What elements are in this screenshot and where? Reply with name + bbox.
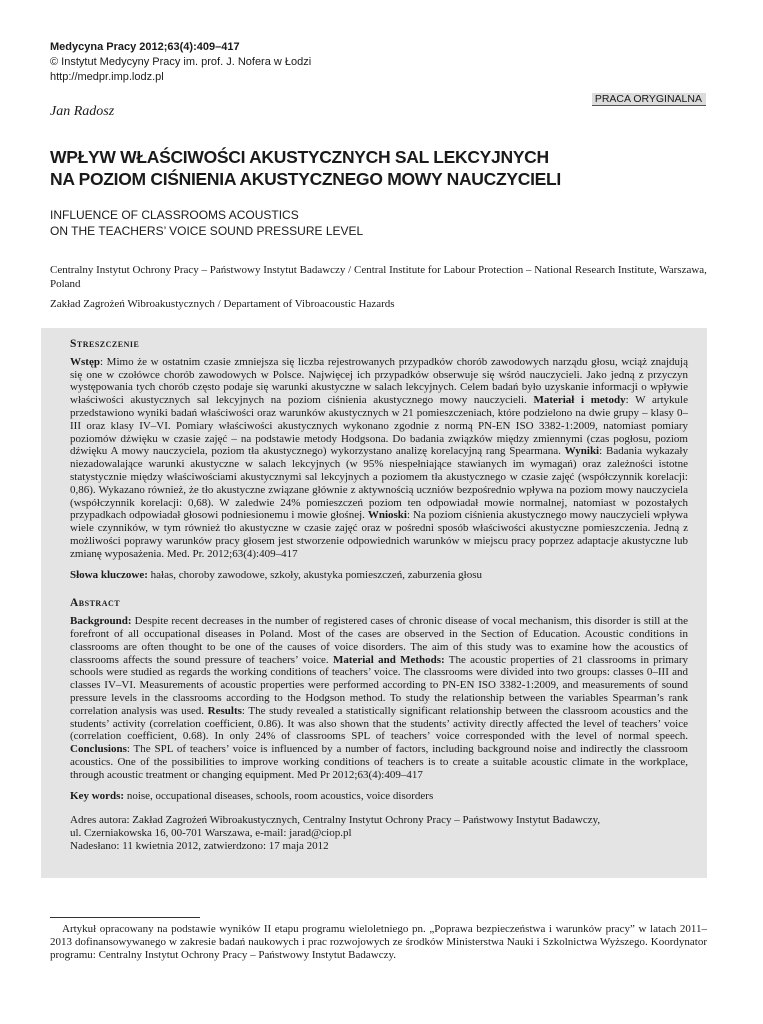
- text-slowa-kluczowe: hałas, choroby zawodowe, szkoły, akustyka pomieszczeń, zaburzenia głosu: [147, 568, 482, 581]
- affiliation-department: Zakład Zagrożeń Wibroakustycznych / Departament of Vibroacoustic Hazards: [50, 298, 395, 310]
- label-slowa-kluczowe: Słowa kluczowe:: [70, 568, 148, 581]
- text-wyniki: : Badania wykazały niezadowalające warunki akustyczne w salach lekcyjnych (w 95% niespełniające stawianych im wymagań) oraz zależności istotne statystycznie między właściwościami akustycznymi sal lekcyjnych a poziomem tła akustycznego w czasie zajęć (współczynnik korelacji: 0,86). Wykazano również, że tło akustyczne związane głównie z aktywnością uczniów bezpośrednio wpływa na poziom mowy nauczyciela (współczynnik korelacji: 0,68). W zaledwie 24% pomieszczeń poziom ten odpowiadał mowie normalnej, natomiast w pozostałych przypadkach odpowiadał głosowi podniesionemu i mowie głośnej.: [70, 445, 688, 522]
- label-results: Results: [207, 704, 242, 717]
- title-english: [50, 207, 363, 239]
- journal-name: Medycyna Pracy 2012;63(4):409–417: [50, 41, 240, 53]
- affiliation-institute: Centralny Instytut Ochrony Pracy – Państwowy Instytut Badawczy / Central Institute for Labour Protection – National Research Institute, Warszawa, Poland: [50, 264, 707, 290]
- abstract-heading: Abstract: [70, 597, 121, 610]
- label-conclusions: Conclusions: [70, 743, 127, 756]
- address-line: Adres autora: Zakład Zagrożeń Wibroakustycznych, Centralny Instytut Ochrony Pracy – Państwowy Instytut Badawczy,: [70, 814, 601, 827]
- journal-url[interactable]: http://medpr.imp.lodz.pl: [50, 71, 164, 83]
- title-polish: [50, 146, 561, 190]
- label-background: Background:: [70, 615, 132, 628]
- title-polish-line: WPŁYW WŁAŚCIWOŚCI AKUSTYCZNYCH SAL LEKCYJNYCH: [50, 147, 549, 167]
- text-results: : The study revealed a statistically significant relationship between the classroom acoustics and the students’ activity (correlation coefficient, 0.86). It was also shown that the students’ activity directly affected the level of teachers’ voice (correlation coefficient, 0.68). In only 24% of classrooms SPL of teachers’ voice corresponded with the level of normal speech.: [70, 704, 688, 743]
- article-type-badge: PRACA ORYGINALNA: [592, 93, 706, 106]
- slowa-kluczowe: [70, 569, 688, 582]
- label-metody: Materiał i metody: [533, 394, 626, 407]
- text-key-words: noise, occupational diseases, schools, room acoustics, voice disorders: [124, 789, 434, 802]
- streszczenie-text: [70, 356, 688, 561]
- text-methods: The acoustic properties of 21 classrooms in primary schools were studied as regards the working conditions of teachers’ voice. The classrooms were divided into two groups: classes 0–III and classes IV–VI. Measurements of acoustic properties were performed according to PN-EN ISO 3382-1:2009, and measurements of sound pressure levels in the classrooms according to the Hodgson method. To study the relationship between the variables Spearman’s rank correlation analysis was used.: [70, 653, 689, 717]
- label-methods: Material and Methods:: [332, 653, 445, 666]
- text-metody: : W artykule przedstawiono wyniki badań właściwości oraz warunków akustycznych w 21 pomieszczeniach, które podzielono na dwie grupy – klasy 0–III oraz klasy IV–VI. Pomiary właściwości akustycznych wykonano zgodnie z normą PN-EN ISO 3382-1:2009, natomiast pomiary poziomów dźwięku w czasie zajęć – na podstawie metody Hodgsona. Do badania związków między zmiennymi (czas pogłosu, poziom dźwięku A mowy nauczyciela, poziom tła akustycznego) wykorzystano analizę korelacyjną rang Spearmana.: [70, 394, 688, 458]
- footnote: Artykuł opracowany na podstawie wyników II etapu programu wieloletniego pn. „Poprawa bezpieczeństwa i warunków pracy” w latach 2011–2013 dofinansowywanego w zakresie badań naukowych i prac rozwojowych ze środków Ministerstwa Nauki i Szkolnictwa Wyższego. Koordynator programu: Centralny Instytut Ochrony Pracy – Państwowy Instytut Badawczy.: [50, 923, 707, 961]
- abstract-box: [41, 328, 707, 878]
- author-name: Jan Radosz: [50, 104, 115, 119]
- label-wnioski: Wnioski: [367, 509, 407, 522]
- text-wstep: : Mimo że w ostatnim czasie zmniejsza się liczba rejestrowanych przypadków chorób zawodowych narządu głosu, wciąż znajdują się one w czołówce chorób zawodowych w Polsce. Najwięcej ich przypadków obserwuje się wśród nauczycieli. Jako jedną z przyczyn występowania tych chorób często podaje się warunki akustyczne w salach lekcyjnych. Celem badań było uzyskanie informacji o wpływie właściwości akustycznych sal lekcyjnych na poziom ciśnienia akustycznego mowy nauczycieli.: [70, 355, 688, 407]
- text-conclusions: : The SPL of teachers’ voice is influenced by a number of factors, including background noise and indirectly the classroom acoustics. One of the possibilities to improve working conditions of teachers is to create a suitable acoustic climate in the workplace, through acoustic treatment or changing equipment. Med Pr 2012;63(4):409–417: [70, 743, 688, 781]
- text-wnioski: : Na poziom ciśnienia akustycznego mowy nauczycieli wpływa wiele czynników, w tym również tło akustyczne w czasie zajęć oraz w pośredni sposób właściwości akustyczne pomieszczenia. Jedną z możliwości poprawy warunków pracy głosem jest stworzenie odpowiednich warunków w miejscu pracy poprzez adaptacje akustyczne lub zmianę wyposażenia. Med. Pr. 2012;63(4):409–417: [70, 509, 688, 560]
- author-address: [70, 814, 688, 853]
- abstract-content: [70, 338, 688, 853]
- address-line: ul. Czerniakowska 16, 00-701 Warszawa, e-mail: jarad@ciop.pl: [70, 827, 352, 840]
- title-english-line: INFLUENCE OF CLASSROOMS ACOUSTICS: [50, 208, 299, 222]
- label-wyniki: Wyniki: [564, 445, 600, 458]
- journal-header: [50, 40, 311, 85]
- journal-copyright: © Instytut Medycyny Pracy im. prof. J. Nofera w Łodzi: [50, 56, 312, 68]
- footnote-divider: [50, 917, 200, 918]
- affiliation: [50, 263, 710, 311]
- title-english-line: ON THE TEACHERS’ VOICE SOUND PRESSURE LEVEL: [50, 224, 364, 238]
- text-background: Despite recent decreases in the number of registered cases of chronic disease of vocal mechanism, this disorder is still at the forefront of all occupational diseases in Poland. Most of the cases are observed in the Section of Education. Acoustic conditions in classrooms are often thought to be one of the causes of voice disorders. The aim of this study was to examine how the acoustics of classrooms affects the sound pressure of teachers’ voice.: [70, 615, 688, 666]
- abstract-text: [70, 615, 688, 781]
- label-key-words: Key words:: [70, 789, 125, 802]
- streszczenie-heading: Streszczenie: [70, 338, 140, 350]
- label-wstep: Wstęp: [70, 355, 100, 368]
- key-words: [70, 790, 688, 803]
- title-polish-line: NA POZIOM CIŚNIENIA AKUSTYCZNEGO MOWY NAUCZYCIELI: [50, 169, 561, 189]
- received-dates: Nadesłano: 11 kwietnia 2012, zatwierdzono: 17 maja 2012: [70, 840, 329, 853]
